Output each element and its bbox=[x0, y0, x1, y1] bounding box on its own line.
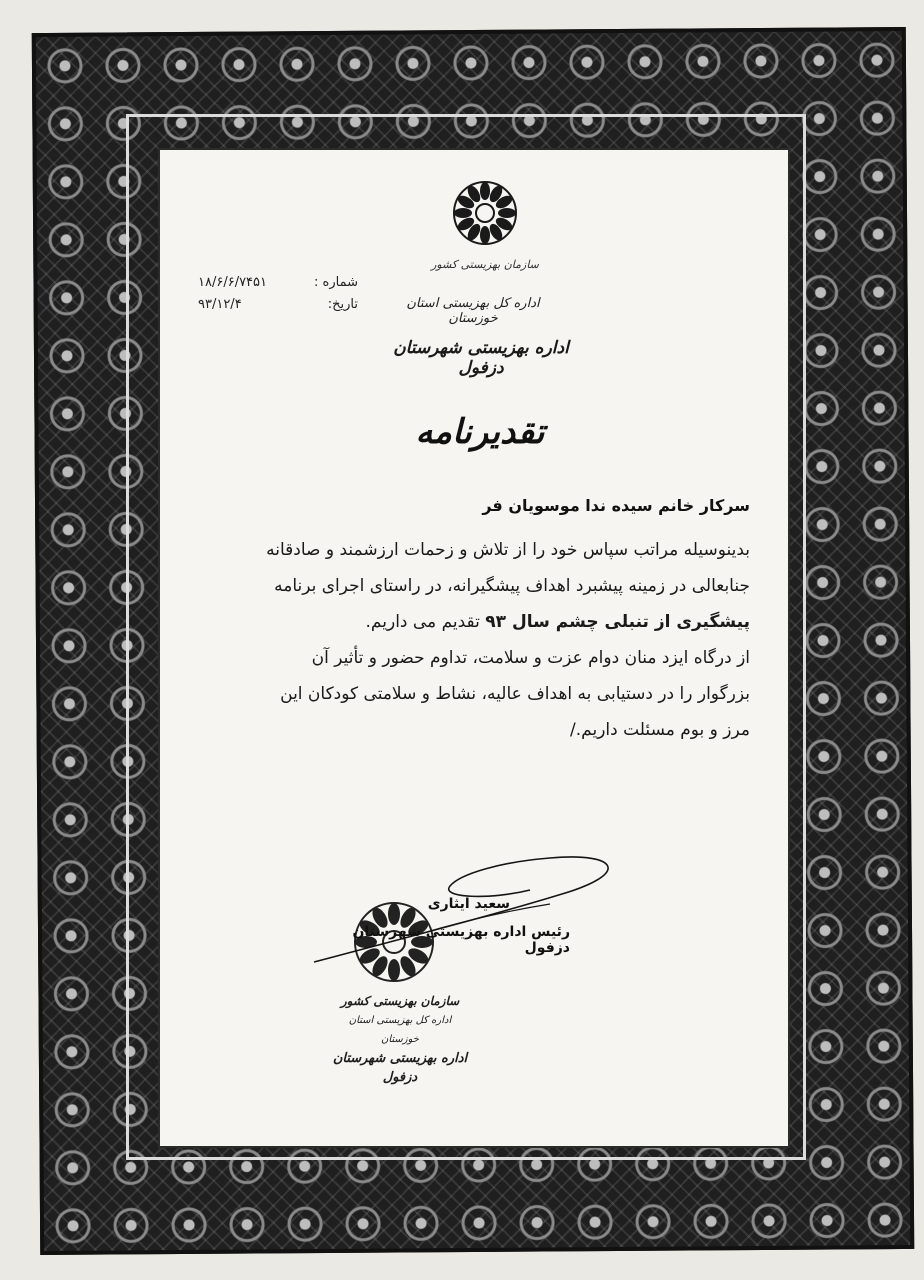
stamp-line: اداره کل بهزیستی استان خوزستان bbox=[348, 1015, 452, 1045]
date-value: ۹۳/۱۲/۴ bbox=[198, 297, 242, 312]
org-city: اداره بهزیستی شهرستان دزفول bbox=[393, 338, 569, 378]
body-line: مرز و بوم مسئلت داریم./ bbox=[570, 720, 750, 740]
signatory-name: سعید ایثاری bbox=[427, 896, 510, 912]
number-label: شماره : bbox=[314, 275, 358, 290]
body-line bbox=[212, 604, 750, 640]
body-line: از درگاه ایزد منان دوام عزت و سلامت، تداوم حضور و تأثیر آن bbox=[311, 648, 750, 668]
recipient-line: سرکار خانم سیده ندا موسویان فر bbox=[482, 496, 750, 515]
org-province: اداره کل بهزیستی استان خوزستان bbox=[406, 296, 540, 326]
logo-caption: سازمان بهزیستی کشور bbox=[431, 258, 539, 271]
behzisti-logo-icon bbox=[452, 180, 518, 246]
date-label: تاریخ: bbox=[327, 297, 358, 312]
reference-block bbox=[198, 272, 358, 316]
signatory-role: رئیس اداره بهزیستی شهرستان دزفول bbox=[352, 924, 570, 956]
body-line: جنابعالی در زمینه پیشبرد اهداف پیشگیرانه، در راستای اجرای برنامه bbox=[274, 576, 750, 596]
stamp-line: سازمان بهزیستی کشور bbox=[340, 994, 460, 1008]
stamp-line: اداره بهزیستی شهرستان دزفول bbox=[332, 1051, 468, 1085]
number-value: ۱۸/۶/۶/۷۴۵۱ bbox=[198, 275, 267, 290]
official-stamp-text bbox=[330, 992, 470, 1087]
reference-number-row bbox=[198, 272, 358, 294]
body-line: بزرگوار را در دستیابی به اهداف عالیه، نشاط و سلامتی کودکان این bbox=[280, 684, 750, 704]
program-name: پیشگیری از تنبلی چشم سال ۹۳ bbox=[485, 612, 750, 632]
body-line-tail: تقدیم می داریم. bbox=[365, 612, 486, 632]
letter-body bbox=[212, 532, 750, 748]
reference-date-row bbox=[198, 294, 358, 316]
body-line: بدینوسیله مراتب سپاس خود را از تلاش و زحمات ارزشمند و صادقانه bbox=[266, 540, 750, 560]
handwritten-signature bbox=[300, 846, 620, 976]
page-title: تقدیرنامه bbox=[415, 412, 545, 452]
